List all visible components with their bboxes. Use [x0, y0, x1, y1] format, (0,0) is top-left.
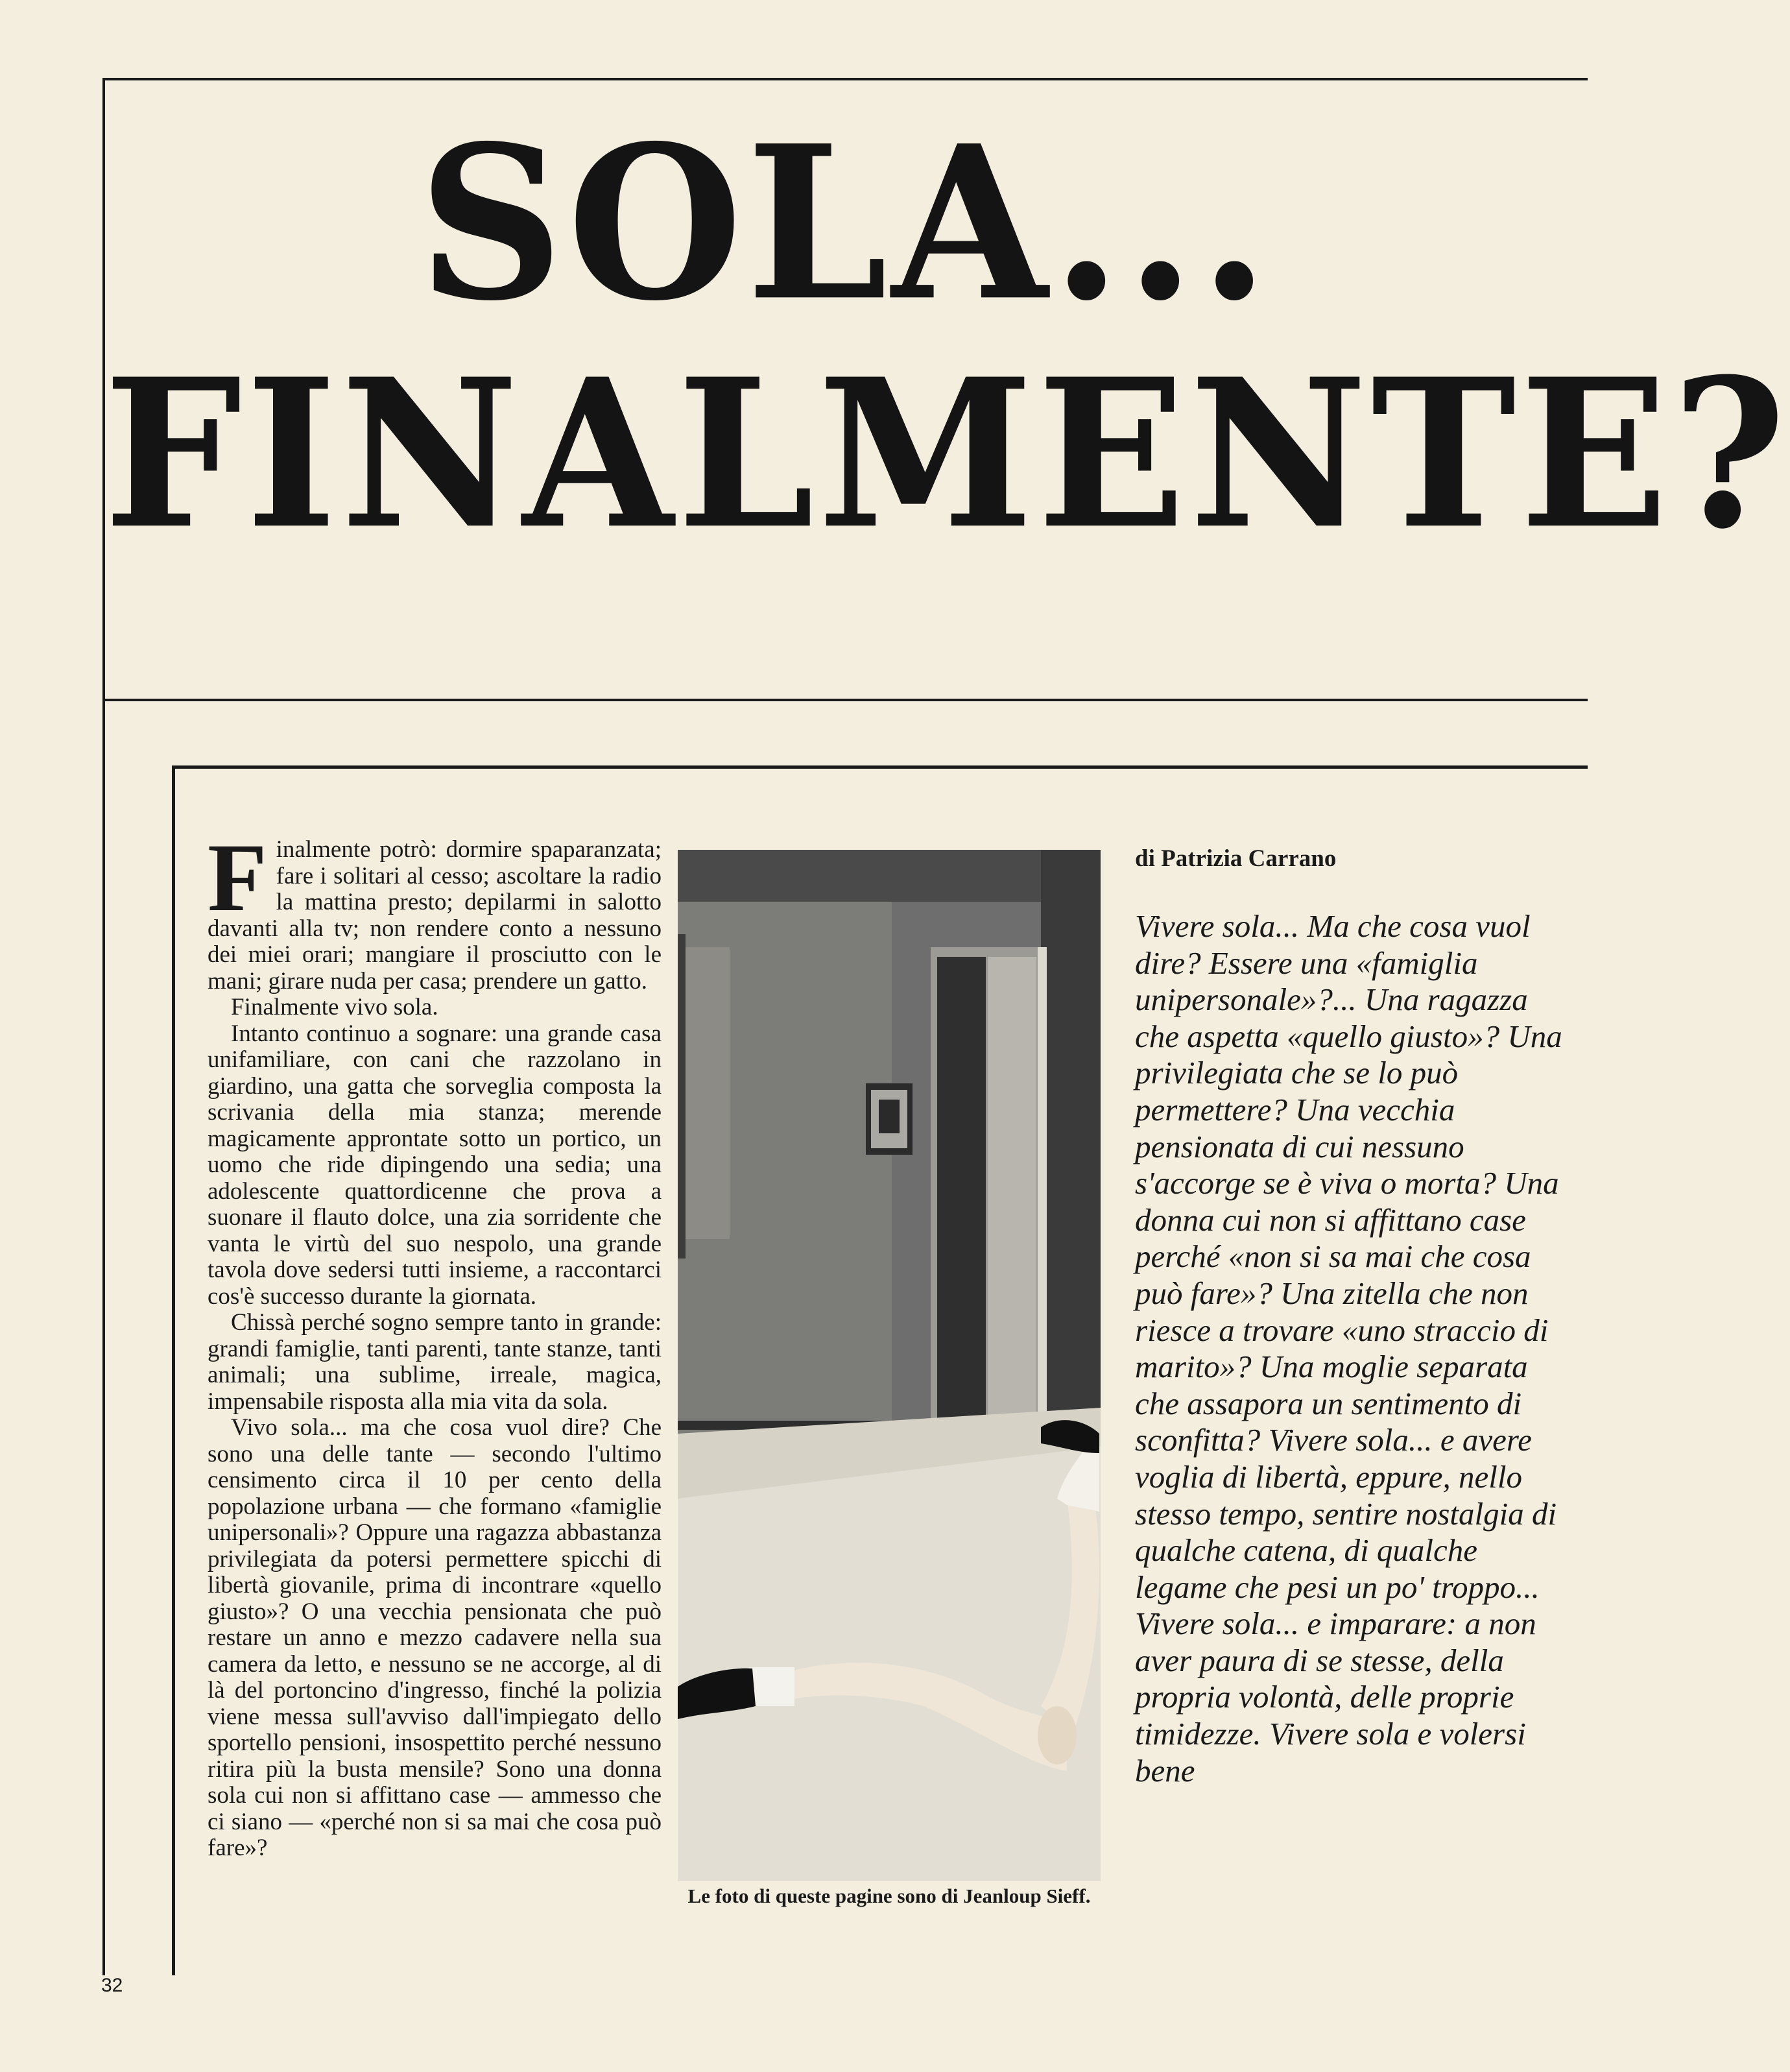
- article-paragraph-2: Finalmente vivo sola.: [231, 994, 438, 1020]
- photograph-illustration: [678, 850, 1101, 1881]
- byline: di Patrizia Carrano: [1135, 845, 1337, 872]
- top-rule: [102, 78, 1588, 80]
- article-body: [208, 824, 662, 1862]
- page-number: 32: [101, 1975, 123, 1996]
- photograph: [678, 850, 1101, 1881]
- pull-quote: Vivere sola... Ma che cosa vuol dire? Essere una «famiglia unipersonale»?... Una ragazza che aspetta «quello giusto»? Una privilegiata che se lo può permettere? Una vecchia pensionata di cui nessuno s'accorge se è viva o morta? Una donna cui non si affittano case perché «non si sa mai che cosa può fare»? Una zitella che non riesce a trovare «uno straccio di marito»? Una moglie separata che assapora un sentimento di sconfitta? Vivere sola... e avere voglia di libertà, eppure, nello stesso tempo, sentire nostalgia di qualche catena, di qualche legame che pesi un po' troppo... Vivere sola... e imparare: a non aver paura di se stesse, della propria volontà, delle proprie timidezze. Vivere sola e volersi bene: [1135, 908, 1562, 1789]
- article-paragraph-4: Chissà perché sogno sempre tanto in grande: grandi famiglie, tanti parenti, tante stanze, tanti animali; una sublime, irreale, magica, impensabile risposta alla mia vita da sola.: [208, 1309, 662, 1415]
- title-bottom-rule: [102, 699, 1588, 701]
- drop-cap: F: [208, 824, 267, 932]
- article-box-left-rule: [172, 765, 175, 1975]
- article-paragraph-3: Intanto continuo a sognare: una grande casa unifamiliare, con cani che razzolano in giardino, una gatta che sorveglia composta la scrivania della mia stanza; merende magicamente approntate sotto un portico, un uomo che ride dipingendo una sedia; una adolescente quattordicenne che prova a suonare il flauto dolce, una zia sorridente che vanta le virtù del suo nespolo, una grande tavola dove sedersi tutti insieme, a raccontarci cos'è successo durante la giornata.: [208, 1020, 662, 1310]
- article-paragraph-1: [208, 824, 662, 994]
- article-paragraph-1-text: inalmente potrò: dormire spaparanzata; fare i solitari al cesso; ascoltare la radio la mattina presto; depilarmi in salotto davanti alla tv; non rendere conto a nessuno dei miei orari; mangiare il prosciutto con le mani; girare nuda per casa; prendere un gatto.: [208, 836, 662, 994]
- article-box-top-rule: [172, 765, 1588, 769]
- photo-caption: Le foto di queste pagine sono di Jeanloup Sieff.: [687, 1885, 1091, 1907]
- headline-line-2: FINALMENTE?: [104, 333, 1790, 574]
- headline: [104, 99, 1790, 574]
- article-paragraph-5: Vivo sola... ma che cosa vuol dire? Che sono una delle tante — secondo l'ultimo censimento circa il 10 per cento della popolazione urbana — che formano «famiglie unipersonali»? Oppure una ragazza abbastanza privilegiata da potersi permettere spicchi di libertà giovanile, prima di incontrare «quello giusto»? O una vecchia pensionata che può restare un anno e mezzo cadavere nella sua camera da letto, e nessuno se ne accorge, al di là del portoncino d'ingresso, finché la polizia viene messa sull'avviso dall'impiegato dello sportello pensioni, insospettito perché nessuno ritira più la busta mensile? Sono una donna sola cui non si affittano case — ammesso che ci siano — «perché non si sa mai che cosa può fare»?: [208, 1414, 662, 1861]
- headline-line-1: SOLA...: [418, 99, 1274, 348]
